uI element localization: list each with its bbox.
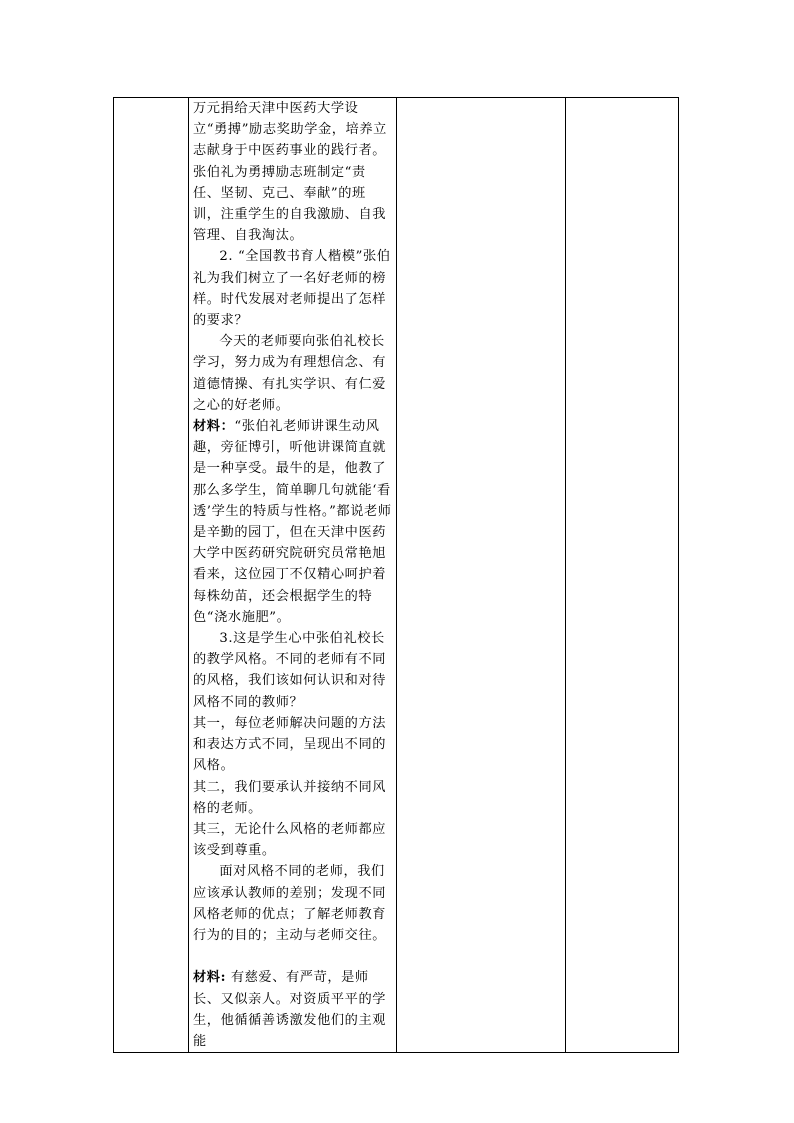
material-label: 材料: (193, 970, 227, 986)
teaching-content-cell (189, 98, 397, 1053)
paragraph-answer-2: 今天的老师要向张伯礼校长学习，努力成为有理想信念、有道德情操、有扎实学识、有仁爱之心的好老师。 (193, 334, 387, 413)
paragraph-point-3: 其三，无论什么风格的老师都应该受到尊重。 (193, 821, 387, 859)
paragraph-summary: 面对风格不同的老师，我们应该承认教师的差别；发现不同风格老师的优点；了解老师教育行为的目的；主动与老师交往。 (193, 864, 387, 943)
table-row (114, 98, 679, 1053)
column-1-cell (114, 98, 189, 1053)
material-text: “张伯礼老师讲课生动风趣，旁征博引，听他讲课简直就是一种享受。最牛的是，他教了那么多学生，简单聊几句就能‘看透’学生的特质与性格。”都说老师是辛勤的园丁，但在天津中医药大学中医药研究院研究员常艳旭看来，这位园丁不仅精心呵护着每株幼苗，还会根据学生的特色“浇水施肥”。 (193, 419, 392, 625)
column-3-cell (397, 98, 566, 1053)
material-text: 有慈爱、有严苛，是师长、又似亲人。对资质平平的学生，他循循善诱激发他们的主观能 (193, 970, 387, 1049)
paragraph-point-1: 其一，每位老师解决问题的方法和表达方式不同，呈现出不同的风格。 (193, 715, 387, 774)
blank-line (193, 946, 393, 967)
paragraph-question-3: 3.这是学生心中张伯礼校长的教学风格。不同的老师有不同的风格，我们该如何认识和对待风格不同的教师？ (193, 631, 387, 710)
lesson-plan-table (113, 97, 679, 1053)
paragraph-scholarship: 万元捐给天津中医药大学设立“勇搏”励志奖助学金，培养立志献身于中医药事业的践行者。张伯礼为勇搏励志班制定“责任、坚韧、克己、奉献”的班训，注重学生的自我激励、自我管理、自我淘汰。 (193, 101, 387, 244)
paragraph-question-2: 2. “全国教书育人楷模”张伯礼为我们树立了一名好老师的榜样。时代发展对老师提出了怎样的要求？ (193, 249, 391, 329)
paragraph-point-2: 其二，我们要承认并接纳不同风格的老师。 (193, 779, 387, 816)
paragraph-material-1 (193, 416, 393, 628)
teaching-content (189, 98, 396, 1052)
paragraph-material-2 (193, 967, 393, 1052)
material-label: 材料： (193, 419, 235, 435)
column-4-cell (566, 98, 679, 1053)
